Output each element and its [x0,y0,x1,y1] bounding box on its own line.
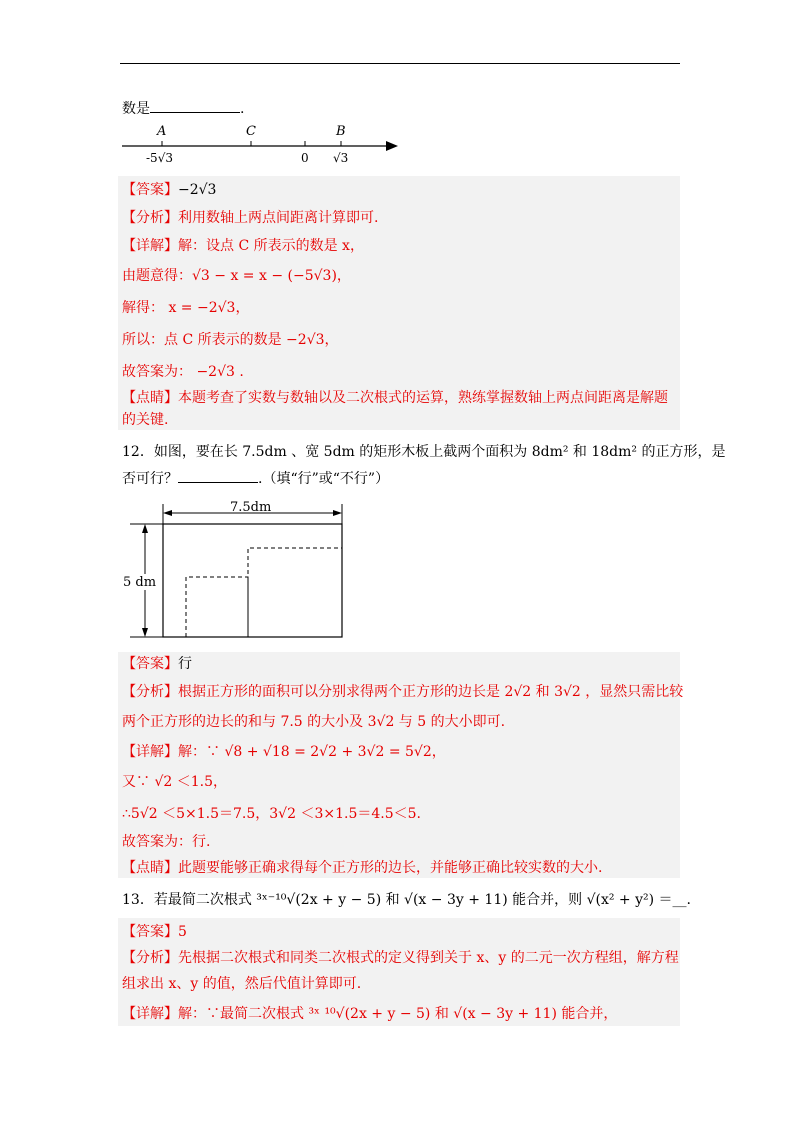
q11-detail-3: 解得： x = −2√3， [122,300,250,316]
answer-blank [150,98,240,113]
q12-detail-1: 【详解】解：∵ √8 + √18 = 2√2 + 3√2 = 5√2， [122,744,446,760]
q12-stem-2: 否可行？ .（填“行”或“不行”） [122,468,389,489]
tick-label-b: √3 [333,151,349,165]
q12-analysis-1: 【分析】根据正方形的面积可以分别求得两个正方形的边长是 2√2 和 3√2 ，显然只需比较 [122,684,684,700]
height-label: 5 dm [123,575,157,590]
number-line-arrow [386,141,398,151]
q13-answer: 【答案】5 [122,924,187,940]
q11-answer: 【答案】−2√3 [122,182,217,198]
q12-detail-3: ∴5√2 ＜5×1.5＝7.5，3√2 ＜3×1.5＝4.5＜5. [122,806,421,822]
q12-detail-4: 故答案为：行. [122,834,211,850]
header-rule [120,63,680,64]
width-arrow-right [333,510,342,516]
q11-comment-1: 【点睛】本题考查了实数与数轴以及二次根式的运算，熟练掌握数轴上两点间距离是解题 [122,390,668,406]
q11-detail-4: 所以：点 C 所表示的数是 −2√3， [122,332,339,348]
small-square-dashed [186,577,248,637]
q13-analysis-2: 组求出 x、y 的值，然后代值计算即可. [122,976,362,992]
point-label-c: C [246,124,256,139]
number-line [118,120,408,172]
board-rectangle [163,524,342,637]
large-square-dashed [248,548,342,637]
q11-detail-1: 【详解】解：设点 C 所表示的数是 x， [122,238,364,254]
q12-answer: 【答案】行 [122,656,192,672]
tick-label-a: -5√3 [146,151,173,165]
q12-detail-2: 又∵ √2 ＜1.5， [122,774,227,790]
height-arrow-top [142,524,148,533]
q11-analysis: 【分析】利用数轴上两点间距离计算即可. [122,210,379,226]
q11-stem-tail: 数是 . [122,98,244,119]
point-label-b: B [336,124,346,139]
height-arrow-bottom [142,628,148,637]
q11-detail-2: 由题意得：√3 − x = x − (−5√3)， [122,268,351,284]
q13-analysis-1: 【分析】先根据二次根式和同类二次根式的定义得到关于 x、y 的二元一次方程组，解方程 [122,950,679,966]
width-arrow-left [163,510,172,516]
rectangle-figure [120,500,360,646]
width-label: 7.5dm [230,500,272,515]
q12-comment: 【点睛】此题要能够正确求得每个正方形的边长，并能够正确比较实数的大小. [122,860,603,876]
point-label-a: A [157,124,167,139]
q12-stem-1: 12．如图，要在长 7.5dm 、宽 5dm 的矩形木板上截两个面积为 8dm² 和 18dm² 的正方形，是 [122,444,726,460]
answer-blank [178,468,258,483]
q13-detail-1: 【详解】解：∵最简二次根式 ³ˣ ¹⁰√(2x + y − 5) 和 √(x − 3y + 11) 能合并， [122,1006,618,1022]
q13-stem: 13．若最简二次根式 ³ˣ⁻¹⁰√(2x + y − 5) 和 √(x − 3y + 11) 能合并，则 √(x² + y²) ＝__. [122,892,691,908]
q12-analysis-2: 两个正方形的边长的和与 7.5 的大小及 3√2 与 5 的大小即可. [122,714,506,730]
q11-comment-2: 的关键. [122,412,169,428]
q11-detail-5: 故答案为： −2√3 . [122,364,244,380]
tick-label-0: 0 [301,151,309,165]
